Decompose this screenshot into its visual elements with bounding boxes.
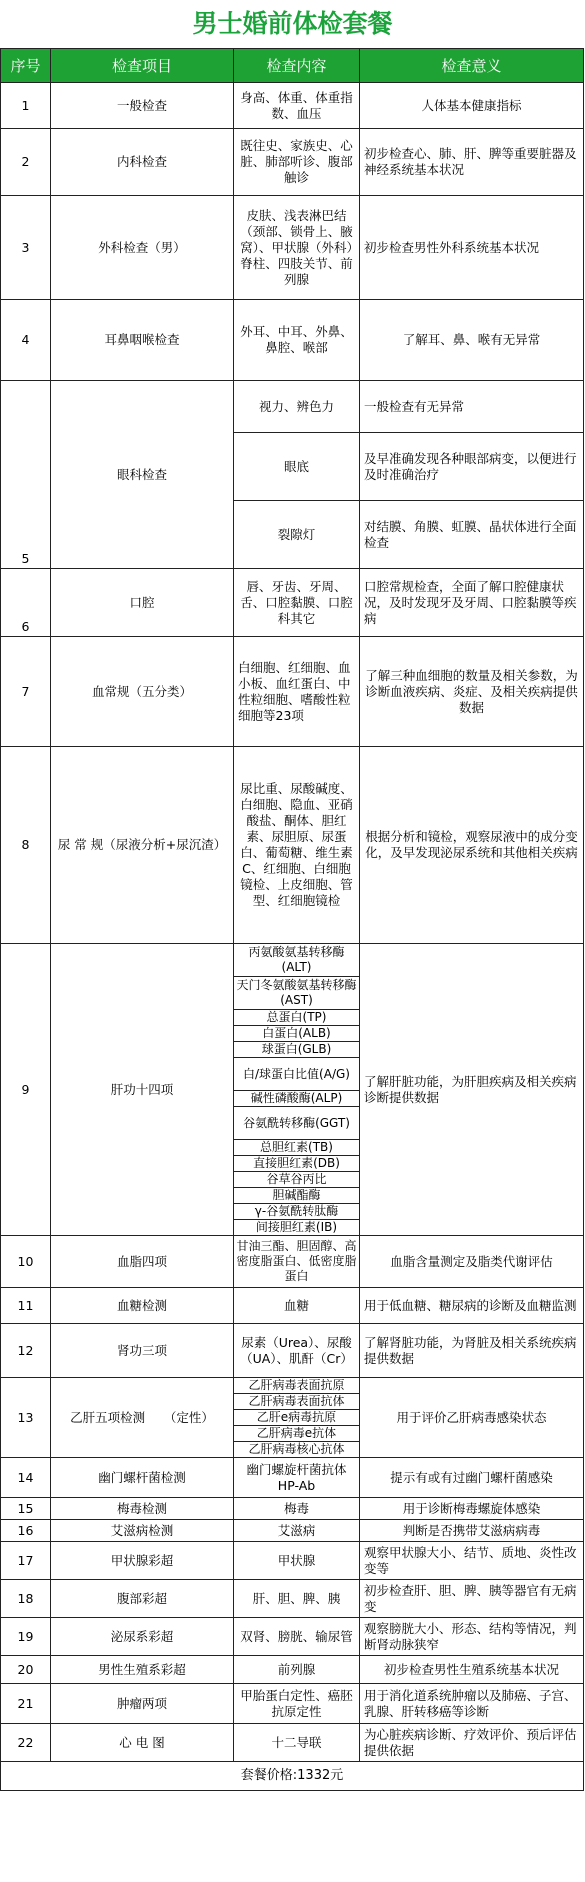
row-meaning: 提示有或有过幽门螺杆菌感染: [360, 1458, 584, 1498]
table-row: [1, 381, 584, 433]
table-row: [1, 1458, 584, 1498]
row-content: 艾滋病: [234, 1520, 360, 1542]
row-no: 17: [1, 1542, 51, 1580]
row-no: 2: [1, 129, 51, 196]
table-header-row: [1, 49, 584, 83]
table-row: [1, 129, 584, 196]
page-title: 男士婚前体检套餐: [192, 9, 393, 38]
row-content-sub: γ-谷氨酰转肽酶: [234, 1204, 360, 1220]
row-content: 甲状腺: [234, 1542, 360, 1580]
row-content-sub: 乙肝病毒表面抗原: [234, 1378, 360, 1394]
row-content: 裂隙灯: [234, 501, 360, 569]
row-meaning: 初步检查肝、胆、脾、胰等器官有无病变: [360, 1580, 584, 1618]
table-row: [1, 1324, 584, 1378]
row-content: 甲胎蛋白定性、癌胚抗原定性: [234, 1684, 360, 1724]
row-content: 尿比重、尿酸碱度、白细胞、隐血、亚硝酸盐、酮体、胆红素、尿胆原、尿蛋白、葡萄糖、维生素C、红细胞、白细胞镜检、上皮细胞、管型、红细胞镜检: [234, 747, 360, 944]
row-content: 双肾、膀胱、输尿管: [234, 1618, 360, 1656]
table-row: [1, 1684, 584, 1724]
row-meaning: 对结膜、角膜、虹膜、晶状体进行全面检查: [360, 501, 584, 569]
row-meaning: 初步检查男性生殖系统基本状况: [360, 1656, 584, 1684]
row-meaning: 初步检查男性外科系统基本状况: [360, 196, 584, 300]
row-item: 内科检查: [51, 129, 234, 196]
table-row: [1, 637, 584, 747]
table-row: [1, 944, 584, 977]
row-item: 血糖检测: [51, 1288, 234, 1324]
row-meaning: 一般检查有无异常: [360, 381, 584, 433]
row-content-sub: 谷氨酰转移酶(GGT): [234, 1107, 360, 1140]
row-content: 既往史、家族史、心脏、肺部听诊、腹部触诊: [234, 129, 360, 196]
row-content-sub: 总胆红素(TB): [234, 1140, 360, 1156]
table-row: [1, 1498, 584, 1520]
row-meaning: 血脂含量测定及脂类代谢评估: [360, 1236, 584, 1288]
exam-table: [0, 48, 584, 1791]
row-content-sub: 乙肝e病毒抗原: [234, 1410, 360, 1426]
row-item: 泌尿系彩超: [51, 1618, 234, 1656]
row-content: 肝、胆、脾、胰: [234, 1580, 360, 1618]
row-content-sub: 乙肝病毒e抗体: [234, 1426, 360, 1442]
row-content-sub: 白蛋白(ALB): [234, 1026, 360, 1042]
row-content-sub: 碱性磷酸酶(ALP): [234, 1091, 360, 1107]
row-content: 血糖: [234, 1288, 360, 1324]
table-row: [1, 1618, 584, 1656]
row-no: 6: [1, 569, 51, 637]
row-content-sub: 间接胆红素(IB): [234, 1220, 360, 1236]
row-content: 梅毒: [234, 1498, 360, 1520]
row-meaning: 用于低血糖、糖尿病的诊断及血糖监测: [360, 1288, 584, 1324]
row-meaning: 及早准确发现各种眼部病变，以便进行及时准确治疗: [360, 433, 584, 501]
row-item: 幽门螺杆菌检测: [51, 1458, 234, 1498]
row-content-sub: 乙肝病毒表面抗体: [234, 1394, 360, 1410]
row-content: 眼底: [234, 433, 360, 501]
row-no: 4: [1, 300, 51, 381]
header-no: 序号: [1, 49, 51, 83]
row-meaning: 为心脏疾病诊断、疗效评价、预后评估提供依据: [360, 1724, 584, 1762]
row-content: 前列腺: [234, 1656, 360, 1684]
row-meaning: 用于诊断梅毒螺旋体感染: [360, 1498, 584, 1520]
row-content: 甘油三酯、胆固醇、高密度脂蛋白、低密度脂蛋白: [234, 1236, 360, 1288]
row-no: 16: [1, 1520, 51, 1542]
row-content-sub: 白/球蛋白比值(A/G): [234, 1058, 360, 1091]
row-content: 身高、体重、体重指数、血压: [234, 83, 360, 129]
row-no: 13: [1, 1378, 51, 1458]
table-row: [1, 1656, 584, 1684]
row-content-sub: 谷草谷丙比: [234, 1172, 360, 1188]
row-content: 十二导联: [234, 1724, 360, 1762]
row-no: 19: [1, 1618, 51, 1656]
row-meaning: 初步检查心、肺、肝、脾等重要脏器及神经系统基本状况: [360, 129, 584, 196]
table-footer-row: [1, 1762, 584, 1791]
row-meaning: 观察甲状腺大小、结节、质地、炎性改变等: [360, 1542, 584, 1580]
row-content: 皮肤、浅表淋巴结（颈部、锁骨上、腋窝）、甲状腺（外科）脊柱、四肢关节、前列腺: [234, 196, 360, 300]
row-no: 20: [1, 1656, 51, 1684]
row-no: 15: [1, 1498, 51, 1520]
package-price: 套餐价格:1332元: [1, 1762, 584, 1791]
row-meaning: 了解三种血细胞的数量及相关参数，为诊断血液疾病、炎症、及相关疾病提供数据: [360, 637, 584, 747]
row-item: 肾功三项: [51, 1324, 234, 1378]
row-item: 血脂四项: [51, 1236, 234, 1288]
row-content-sub: 胆碱酯酶: [234, 1188, 360, 1204]
row-item: 肝功十四项: [51, 944, 234, 1236]
row-item: 外科检查（男）: [51, 196, 234, 300]
row-meaning: 判断是否携带艾滋病病毒: [360, 1520, 584, 1542]
row-meaning: 用于消化道系统肿瘤以及肺癌、子宫、乳腺、肝转移癌等诊断: [360, 1684, 584, 1724]
row-item: 肿瘤两项: [51, 1684, 234, 1724]
row-no: 18: [1, 1580, 51, 1618]
row-item: 耳鼻咽喉检查: [51, 300, 234, 381]
row-item: 梅毒检测: [51, 1498, 234, 1520]
row-no: 12: [1, 1324, 51, 1378]
row-meaning: 用于评价乙肝病毒感染状态: [360, 1378, 584, 1458]
row-no: 11: [1, 1288, 51, 1324]
table-row: [1, 1724, 584, 1762]
row-meaning: 了解耳、鼻、喉有无异常: [360, 300, 584, 381]
row-content-sub: 总蛋白(TP): [234, 1010, 360, 1026]
row-meaning: 口腔常规检查，全面了解口腔健康状况，及时发现牙及牙周、口腔黏膜等疾病: [360, 569, 584, 637]
row-meaning: 了解肝脏功能，为肝胆疾病及相关疾病诊断提供数据: [360, 944, 584, 1236]
table-row: [1, 196, 584, 300]
row-meaning: 人体基本健康指标: [360, 83, 584, 129]
row-content-sub: 天门冬氨酸氨基转移酶(AST): [234, 977, 360, 1010]
row-no: 21: [1, 1684, 51, 1724]
row-meaning: 了解肾脏功能，为肾脏及相关系统疾病提供数据: [360, 1324, 584, 1378]
row-no: 14: [1, 1458, 51, 1498]
row-item: 血常规（五分类）: [51, 637, 234, 747]
row-content: 视力、辨色力: [234, 381, 360, 433]
row-content: 唇、牙齿、牙周、舌、口腔黏膜、口腔科其它: [234, 569, 360, 637]
row-no: 10: [1, 1236, 51, 1288]
header-item: 检查项目: [51, 49, 234, 83]
row-content: 白细胞、红细胞、血小板、血红蛋白、中性粒细胞、嗜酸性粒细胞等23项: [234, 637, 360, 747]
table-row: [1, 1288, 584, 1324]
row-item: 乙肝五项检测 （定性）: [51, 1378, 234, 1458]
row-no: 7: [1, 637, 51, 747]
header-content: 检查内容: [234, 49, 360, 83]
row-content-sub: 球蛋白(GLB): [234, 1042, 360, 1058]
table-row: [1, 747, 584, 944]
row-content-sub: 乙肝病毒核心抗体: [234, 1442, 360, 1458]
row-content: 幽门螺旋杆菌抗体HP-Ab: [234, 1458, 360, 1498]
row-item: 眼科检查: [51, 381, 234, 569]
row-no: 3: [1, 196, 51, 300]
row-content-sub: 丙氨酸氨基转移酶(ALT): [234, 944, 360, 977]
table-row: [1, 1378, 584, 1394]
table-row: [1, 1580, 584, 1618]
row-no: 22: [1, 1724, 51, 1762]
row-no: 9: [1, 944, 51, 1236]
row-item: 艾滋病检测: [51, 1520, 234, 1542]
row-no: 5: [1, 381, 51, 569]
header-meaning: 检查意义: [360, 49, 584, 83]
row-item: 甲状腺彩超: [51, 1542, 234, 1580]
row-content: 尿素（Urea）、尿酸（UA）、肌酐（Cr）: [234, 1324, 360, 1378]
row-item: 一般检查: [51, 83, 234, 129]
table-row: [1, 300, 584, 381]
row-content: 外耳、中耳、外鼻、鼻腔、喉部: [234, 300, 360, 381]
row-no: 1: [1, 83, 51, 129]
row-item: 口腔: [51, 569, 234, 637]
table-row: [1, 83, 584, 129]
row-content-sub: 直接胆红素(DB): [234, 1156, 360, 1172]
row-item: 尿 常 规（尿液分析+尿沉渣）: [51, 747, 234, 944]
row-meaning: 观察膀胱大小、形态、结构等情况，判断肾动脉狭窄: [360, 1618, 584, 1656]
table-row: [1, 1236, 584, 1288]
table-row: [1, 1520, 584, 1542]
row-meaning: 根据分析和镜检，观察尿液中的成分变化，及早发现泌尿系统和其他相关疾病: [360, 747, 584, 944]
row-item: 心 电 图: [51, 1724, 234, 1762]
row-item: 腹部彩超: [51, 1580, 234, 1618]
row-no: 8: [1, 747, 51, 944]
row-item: 男性生殖系彩超: [51, 1656, 234, 1684]
table-row: [1, 1542, 584, 1580]
table-row: [1, 569, 584, 637]
